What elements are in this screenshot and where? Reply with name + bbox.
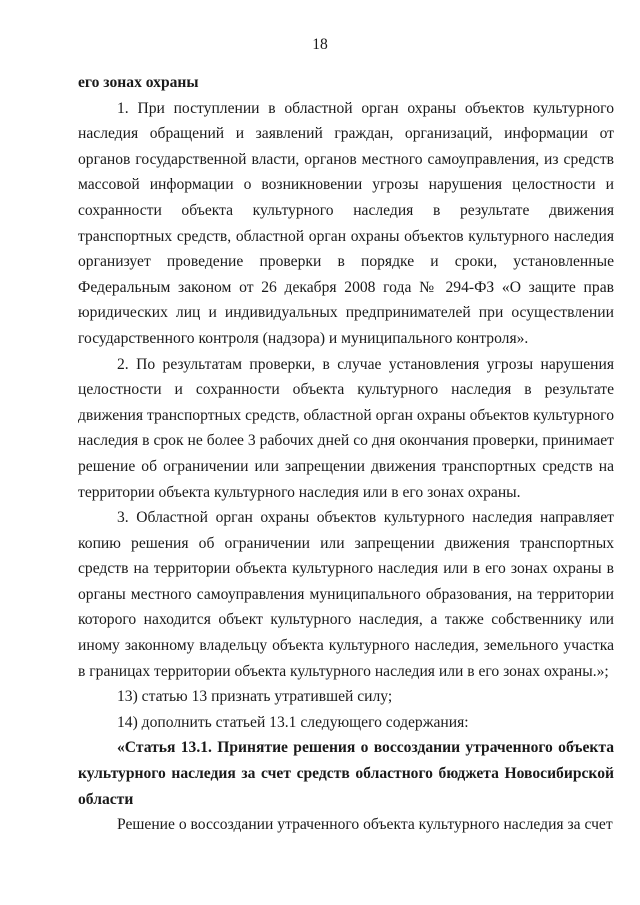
paragraph-item-3: 3. Областной орган охраны объектов культурного наследия направляет копию решения об ограничении или запрещении движения транспортных средств на территории объекта культурного наследия или в его зонах охраны в органы местного самоуправления муниципального образования, на территории которого находится объект культурного наследия, а также собственнику или иному законному владельцу объекта культурного наследия, земельного участка в границах территории объекта культурного наследия или в его зонах охраны.»; [78, 509, 614, 680]
article-paragraph: Решение о воссоздании утраченного объекта культурного наследия за счет [117, 816, 613, 834]
paragraph-item-2: 2. По результатам проверки, в случае установления угрозы нарушения целостности и сохранности объекта культурного наследия в результате движения транспортных средств, областной орган охраны объектов культурного наследия в срок не более 3 рабочих дней со дня окончания проверки, принимает решение об ограничении или запрещении движения транспортных средств на территории объекта культурного наследия или в его зонах охраны. [78, 355, 614, 501]
article-heading: «Статья 13.1. Принятие решения о воссоздании утраченного объекта культурного наследия за счет средств областного бюджета Новосибирской области [78, 739, 614, 808]
amendment-item-13: 13) статью 13 признать утратившей силу; [117, 688, 393, 706]
paragraph-item-1: 1. При поступлении в областной орган охраны объектов культурного наследия обращений и заявлений граждан, организаций, информации от органов государственной власти, органов местного самоуправления, из средств массовой информации о возникновении угрозы нарушения целостности и сохранности объекта культурного наследия в результате движения транспортных средств, областной орган охраны объектов культурного наследия организует проведение проверки в порядке и сроки, установленные Федеральным законом от 26 декабря 2008 года № 294-ФЗ «О защите прав юридических лиц и индивидуальных предпринимателей при осуществлении государственного контроля (надзора) и муниципального контроля». [78, 99, 614, 347]
amendment-item-14: 14) дополнить статьей 13.1 следующего содержания: [117, 713, 469, 731]
document-body [78, 70, 614, 838]
page-number: 18 [312, 36, 328, 53]
section-heading-continuation: его зонах охраны [78, 74, 199, 91]
